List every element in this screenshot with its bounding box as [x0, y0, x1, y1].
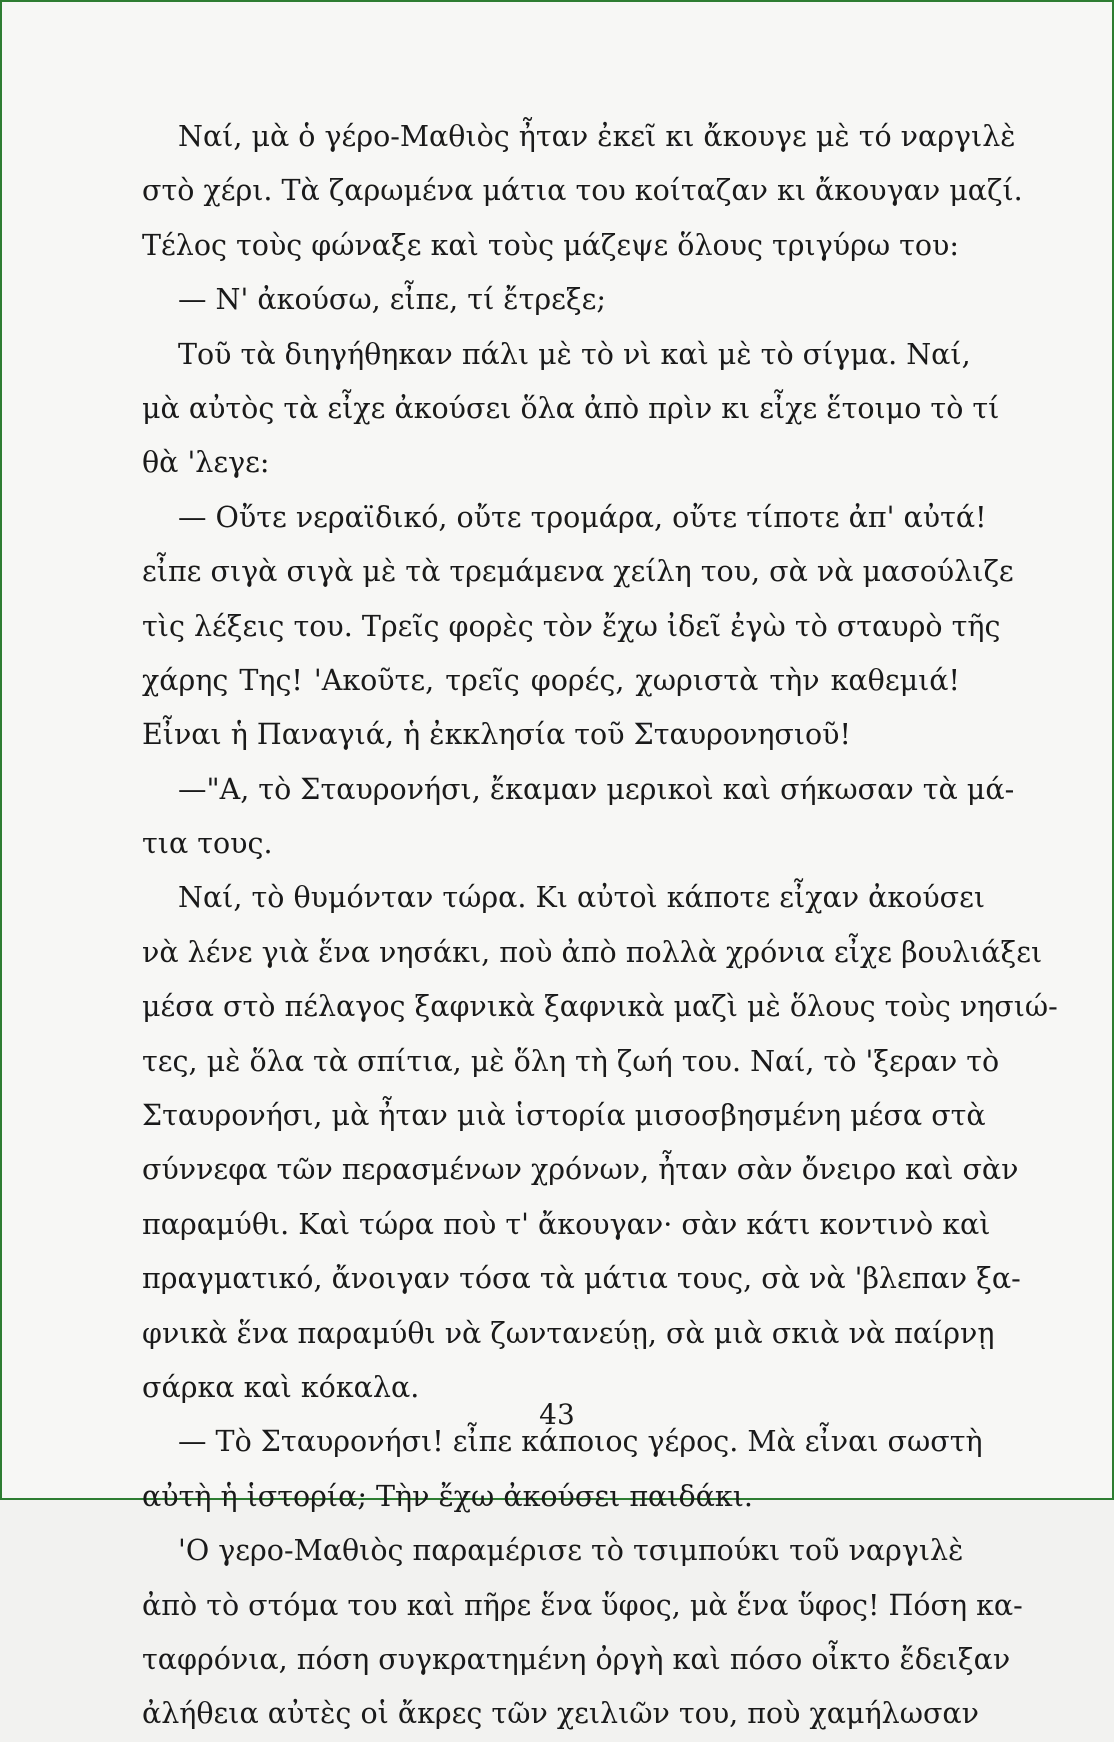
text-line: — Ν' ἀκούσω, εἶπε, τί ἔτρεξε; — [178, 283, 606, 317]
text-line: Εἶναι ἡ Παναγιά, ἡ ἐκκλησία τοῦ Σταυρονησιοῦ! — [142, 718, 851, 752]
text-line: τὶς λέξεις του. Τρεῖς φορὲς τὸν ἔχω ἰδεῖ ἐγὼ τὸ σταυρὸ τῆς — [142, 609, 1001, 643]
text-line: — Οὔτε νεραϊδικό, οὔτε τρομάρα, οὔτε τίποτε ἀπ' αὐτά! — [178, 500, 987, 534]
text-line: Τέλος τοὺς φώναξε καὶ τοὺς μάζεψε ὅλους τριγύρω του: — [142, 228, 959, 262]
text-line: χάρης Της! 'Ακοῦτε, τρεῖς φορές, χωριστὰ τὴν καθεμιά! — [142, 663, 960, 697]
text-line: Ναί, μὰ ὁ γέρο-Μαθιὸς ἦταν ἐκεῖ κι ἄκουγε μὲ τό ναργιλὲ — [178, 120, 1016, 153]
text-line: νὰ λένε γιὰ ἕνα νησάκι, ποὺ ἀπὸ πολλὰ χρόνια εἶχε βουλιάξει — [142, 935, 1043, 969]
text-line: σύννεφα τῶν περασμένων χρόνων, ἦταν σὰν ὄνειρο καὶ σὰν — [142, 1153, 1019, 1187]
text-line: τες, μὲ ὅλα τὰ σπίτια, μὲ ὅλη τὴ ζωή του. Ναί, τὸ 'ξεραν τὸ — [142, 1044, 1000, 1078]
text-line: πραγματικό, ἄνοιγαν τόσα τὰ μάτια τους, σὰ νὰ 'βλεπαν ξα- — [142, 1262, 1021, 1296]
text-line: φνικὰ ἕνα παραμύθι νὰ ζωντανεύῃ, σὰ μιὰ σκιὰ νὰ παίρνῃ — [142, 1316, 995, 1350]
body-text — [142, 110, 1058, 1742]
text-line: ἀλήθεια αὐτὲς οἱ ἄκρες τῶν χειλιῶν του, ποὺ χαμήλωσαν — [142, 1697, 979, 1731]
page-number: 43 — [539, 1398, 575, 1431]
text-line: Σταυρονήσι, μὰ ἦταν μιὰ ἱστορία μισοσβησμένη μέσα στὰ — [142, 1099, 986, 1133]
text-line: —"Α, τὸ Σταυρονήσι, ἔκαμαν μερικοὶ καὶ σήκωσαν τὰ μά- — [178, 772, 1015, 806]
text-line: τια τους. — [142, 827, 273, 861]
text-line: στὸ χέρι. Τὰ ζαρωμένα μάτια του κοίταζαν κι ἄκουγαν μαζί. — [142, 174, 1023, 208]
text-line: εἶπε σιγὰ σιγὰ μὲ τὰ τρεμάμενα χείλη του, σὰ νὰ μασούλιζε — [142, 555, 1014, 589]
text-line: σάρκα καὶ κόκαλα. — [142, 1370, 420, 1404]
text-line: ταφρόνια, πόση συγκρατημένη ὀργὴ καὶ πόσο οἶκτο ἔδειξαν — [142, 1642, 1011, 1676]
text-line: παραμύθι. Καὶ τώρα ποὺ τ' ἄκουγαν· σὰν κάτι κοντινὸ καὶ — [142, 1207, 991, 1241]
text-line: — Τὸ Σταυρονήσι! εἶπε κάποιος γέρος. Μὰ εἶναι σωστὴ — [178, 1425, 983, 1459]
text-line: μέσα στὸ πέλαγος ξαφνικὰ ξαφνικὰ μαζὶ μὲ ὅλους τοὺς νησιώ- — [142, 990, 1058, 1024]
text-line: θὰ 'λεγε: — [142, 446, 270, 480]
text-line: μὰ αὐτὸς τὰ εἶχε ἀκούσει ὅλα ἀπὸ πρὶν κι εἶχε ἕτοιμο τὸ τί — [142, 391, 1000, 425]
text-line: Τοῦ τὰ διηγήθηκαν πάλι μὲ τὸ νὶ καὶ μὲ τὸ σίγμα. Ναί, — [178, 337, 971, 371]
text-line: ἀπὸ τὸ στόμα του καὶ πῆρε ἕνα ὕφος, μὰ ἕνα ὕφος! Πόση κα- — [142, 1588, 1023, 1622]
text-line: 'Ο γερο-Μαθιὸς παραμέρισε τὸ τσιμπούκι τοῦ ναργιλὲ — [178, 1534, 964, 1568]
text-line: Ναί, τὸ θυμόνταν τώρα. Κι αὐτοὶ κάποτε εἶχαν ἀκούσει — [178, 881, 986, 915]
text-line: αὐτὴ ἡ ἱστορία; Τὴν ἔχω ἀκούσει παιδάκι. — [142, 1479, 753, 1513]
